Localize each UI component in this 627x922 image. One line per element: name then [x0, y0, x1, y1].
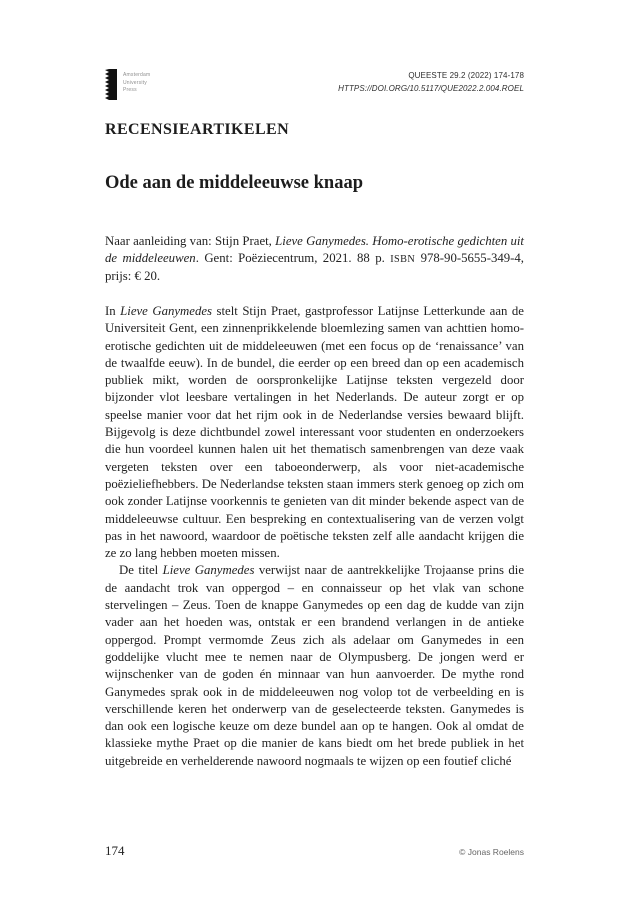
publisher-logo	[105, 68, 150, 100]
paragraph-1: In Lieve Ganymedes stelt Stijn Praet, gastprofessor Latijnse Letterkunde aan de Universiteit Gent, een zinnenprikkelende bloemlezing samen van achttien homo-erotische gedichten uit de middeleeuwen (met een focus op de ‘renaissance’ van de twaalfde eeuw). In de bundel, die eerder op een breed dan op een academisch publiek mikt, worden de oorspronkelijke Latijnse teksten vergezeld door bijzonder vlot leesbare vertalingen in het Nederlands. De auteur zorgt er op speelse manier voor dat het rijm ook in de Nederlandse versies bewaard blijft. Bijgevolg is deze dichtbundel zowel interessant voor studenten en onderzoekers die hun voordeel kunnen halen uit het thematisch samenbrengen van deze vaak vergeten teksten over een taboeonderwerp, als voor niet-academische poëzieliefhebbers. De Nederlandse teksten staan immers sterk genoeg op zich om ook zonder Latijnse voorkennis te genieten van dit minder bekende aspect van de middeleeuwse cultuur. Een bespreking en contextualisering van de verzen volgt pas in het nawoord, waardoor de poëtische teksten zelf alle aandacht krijgen die ze zo lang hebben moeten missen.	[105, 304, 524, 561]
publisher-name-line: University	[123, 79, 147, 86]
section-heading: RECENSIEARTIKELEN	[105, 121, 290, 138]
journal-meta	[338, 68, 524, 95]
doi-text: HTTPS://DOI.ORG/10.5117/QUE2022.2.004.ROEL	[338, 83, 524, 93]
page-footer	[105, 843, 524, 859]
page-number: 174	[105, 843, 125, 858]
book-reference: Naar aanleiding van: Stijn Praet, Lieve Ganymedes. Homo-erotische gedichten uit de middeleeuwen. Gent: Poëziecentrum, 2021. 88 p. ISBN 978-90-5655-349-4, prijs: € 20.	[105, 234, 525, 284]
page-header	[105, 68, 524, 100]
copyright-notice: © Jonas Roelens	[459, 847, 524, 857]
article-title: Ode aan de middeleeuwse knaap	[105, 173, 364, 193]
publisher-name	[123, 68, 150, 100]
publisher-name-line: Press	[123, 87, 137, 93]
article-body	[105, 303, 524, 770]
publisher-name-line: Amsterdam	[123, 72, 151, 78]
page-content	[105, 0, 524, 922]
journal-citation: QUEESTE 29.2 (2022) 174-178	[408, 71, 524, 80]
paragraph-2: De titel Lieve Ganymedes verwijst naar de aantrekkelijke Trojaanse prins die de aandacht trok van oppergod – en connaisseur op het vlak van schone stervelingen – Zeus. Toen de knappe Ganymedes op een dag de kudde van zijn vader aan het hoeden was, ontstak er een brandend verlangen in de antieke oppergod. Prompt vermomde Zeus zich als adelaar om Ganymedes in een goddelijke vlucht mee te nemen naar de Olympusberg. De jongen werd er wijnschenker van de goden én minnaar van hun aanvoerder. De mythe rond Ganymedes sprak ook in de middeleeuwen nog volop tot de verbeelding en is verschillende keren het onderwerp van de geselecteerde teksten. Ganymedes is dan ook een logische keuze om deze bundel aan op te hangen. Ook al omdat de klassieke mythe Praet op die manier de kans biedt om het brede publiek in het uitgebreide en verhelderende nawoord nogmaals te wijzen op een foutief cliché	[105, 563, 524, 768]
aup-logo-icon	[105, 69, 117, 100]
